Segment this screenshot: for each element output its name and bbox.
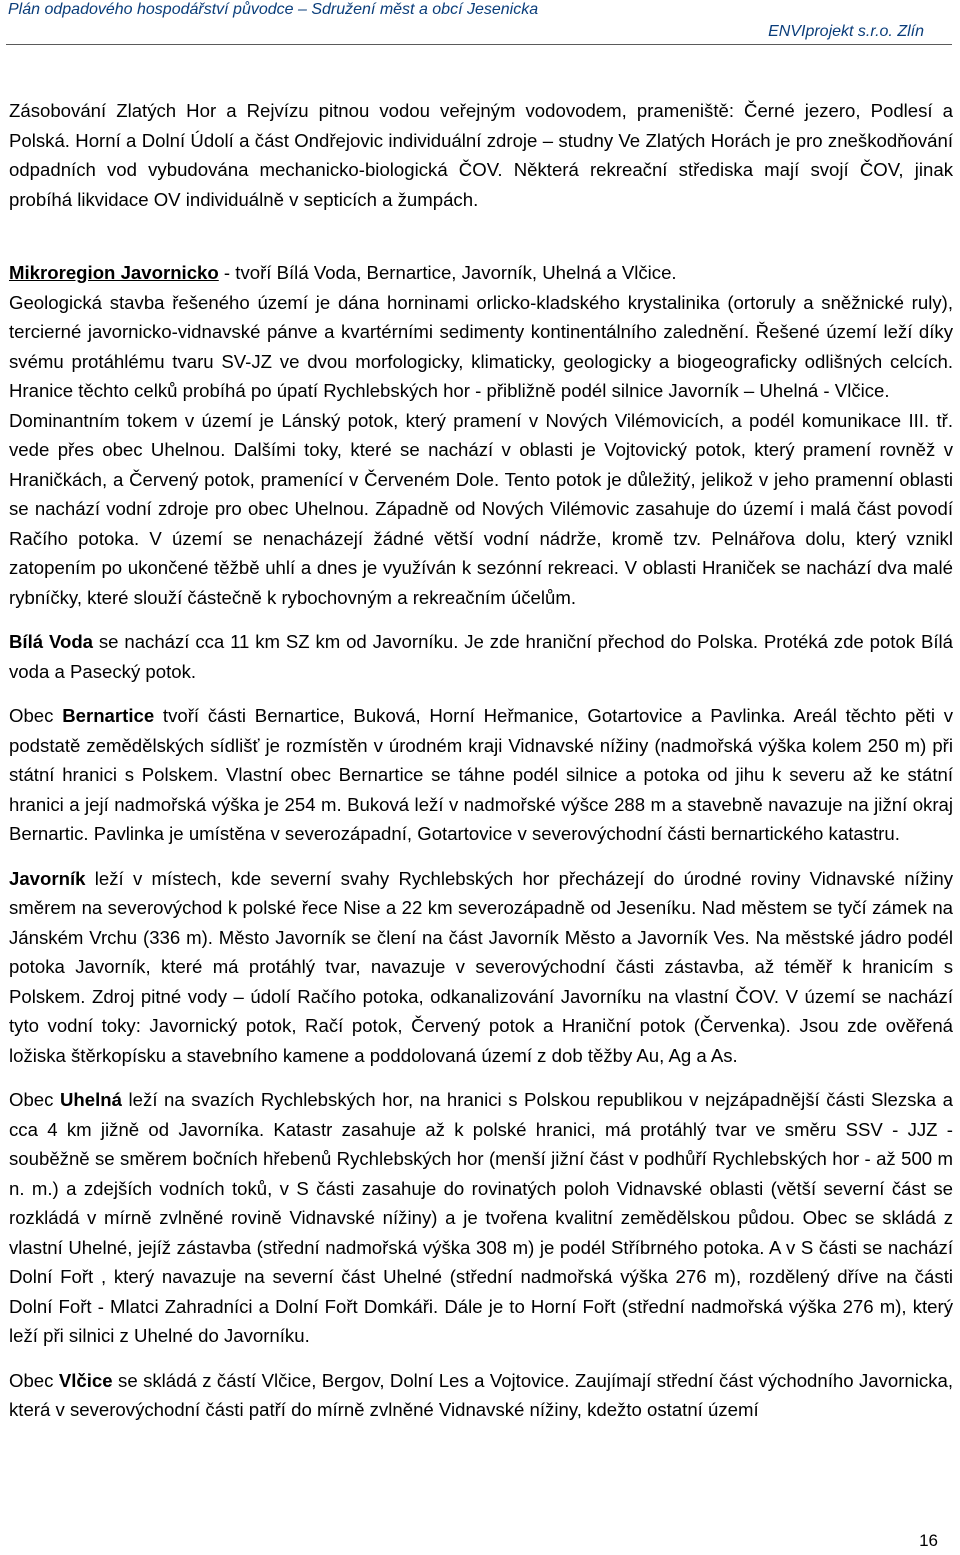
text-prefix: Obec bbox=[9, 1369, 59, 1391]
text-javornik: leží v místech, kde severní svahy Rychlebských hor přecházejí do úrodné roviny Vidnavské nížiny směrem na severovýchod k polské řece Nise a 22 km severozápadně od Jeseníku. Nad městem se tyčí zámek na Jánském Vrchu (336 m). Město Javorník se člení na část Javorník Město a Javorník Ves. Na městské jádro podél potoka Javorník, které má protáhlý tvar, navazuje v severovýchodní části zástavba, až téměř k hranicím s Polskem. Zdroj pitné vody – údolí Račího potoka, odkanalizování Javorníku na vlastní ČOV. V území se nachází tyto vodní toky: Javornický potok, Račí potok, Červený potok a Hraniční potok (Červenka). Jsou zde ověřená ložiska štěrkopísku a stavebního kamene a poddolovaná území z dob těžby Au, Ag a As. bbox=[9, 867, 953, 1066]
text-bernartice: tvoří části Bernartice, Buková, Horní Heřmanice, Gotartovice a Pavlinka. Areál těchto pěti v podstatě zemědělských sídlišť je rozmístěn v úrodném kraji Vidnavské nížiny (nadmořská výška kolem 250 m) při státní hranici s Polskem. Vlastní obec Bernartice se táhne podél silnice a potoka od jihu k severu až ke státní hranici a její nadmořská výška je 254 m. Buková leží v nadmořské výšce 288 m a stavebně navazuje na jižní okraj Bernartic. Pavlinka je umístěna v severozápadní, Gotartovice v severovýchodní části bernartického katastru. bbox=[9, 705, 953, 844]
paragraph-hydrology: Dominantním tokem v území je Lánský potok, který pramení v Nových Vilémovicích, a podél komunikace III. tř. vede přes obec Uhelnou. Dalšími toky, které se nachází v oblasti je Vojtovický potok, který pramení rovněž v Hraničkách, a Červený potok, pramenící v Červeném Dole. Tento potok je důležitý, jelikož v jeho pramenní oblasti se nachází vodní zdroje pro obec Uhelnou. Západně od Nových Vilémovic zasahuje do území i malá část povodí Račího potoka. V území se nenacházejí žádné větší vodní nádrže, kromě tzv. Pelnářova dolu, který vznikl zatopením po ukončené těžbě uhlí a dnes je využíván k sezónní rekreaci. V oblasti Hraniček se nachází dva malé rybníčky, které slouží částečně k rybochovným a rekreačním účelům. bbox=[9, 409, 953, 608]
header-company-name: ENVIprojekt s.r.o. Zlín bbox=[768, 23, 924, 40]
term-uhelna: Uhelná bbox=[60, 1089, 122, 1110]
text-bila-voda: se nachází cca 11 km SZ km od Javorníku. Je zde hraniční přechod do Polska. Protéká zde potok Bílá voda a Pasecký potok. bbox=[9, 631, 953, 682]
text-uhelna: leží na svazích Rychlebských hor, na hranici s Polskou republikou v nejzápadnější části Slezska a cca 4 km jižně od Javorníka. Katastr zasahuje až k polské hranici, má protáhlý tvar ve směru SSV - JJZ - souběžně se směrem bočních hřebenů Rychlebských hor (menší jižní část v podhůří Rychlebských hor - až 500 m n. m.) a zdejších vodních toků, v S části zasahuje do rovinatých poloh Vidnavské oblasti (větší severní část se rozkládá v mírně zvlněné rovině Vidnavské nížiny) a je tvořena kvalitní zemědělskou půdou. Obec se skládá z vlastní Uhelné, jejíž zástavba (střední nadmořská výška 308 m) je podél Stříbrného potoka. A v S části se nachází Dolní Fořt , který navazuje na severní část Uhelné (střední nadmořská výška 276 m), rozdělený dříve na části Dolní Fořt - Mlatci Zahradníci a Dolní Fořt Domkáři. Dále je to Horní Fořt (střední nadmořská výška 276 m), který leží při silnici z Uhelné do Javorníku. bbox=[9, 1089, 954, 1346]
paragraph-bernartice bbox=[9, 701, 953, 849]
paragraph-geology: Geologická stavba řešeného území je dána horninami orlicko-kladského krystalinika (ortoruly a sněžnické ruly), tercierné javornicko-vidnavské pánve a kvartérními sedimenty kontinentálního zalednění. Řešené území leží díky svému protáhlému tvaru SV-JZ ve dvou morfologicky, klimaticky, geologicky a biogeograficky odlišných celcích. Hranice těchto celků probíhá po úpatí Rychlebských hor - přibližně podél silnice Javorník – Uhelná - Vlčice. bbox=[9, 291, 953, 401]
paragraph-uhelna bbox=[9, 1085, 953, 1351]
document-body bbox=[9, 96, 953, 1425]
paragraph-water-supply: Zásobování Zlatých Hor a Rejvízu pitnou vodou veřejným vodovodem, prameniště: Černé jezero, Podlesí a Polská. Horní a Dolní Údolí a část Ondřejovic individuální zdroje – studny Ve Zlatých Horách je pro zneškodňování odpadních vod vybudována mechanicko-biologická ČOV. Některá rekreační střediska mají svojí ČOV, jinak probíhá likvidace OV individuálně v septicích a žumpách. bbox=[9, 100, 953, 210]
page-header bbox=[6, 0, 952, 44]
term-bernartice: Bernartice bbox=[62, 705, 155, 726]
section-heading-mikroregion: Mikroregion Javornicko bbox=[9, 262, 219, 283]
term-bila-voda: Bílá Voda bbox=[9, 631, 94, 652]
section-heading-rest: - tvoří Bílá Voda, Bernartice, Javorník, Uhelná a Vlčice. bbox=[218, 262, 677, 283]
paragraph-javornik bbox=[9, 864, 953, 1071]
text-prefix: Obec bbox=[9, 705, 63, 726]
header-divider bbox=[6, 44, 952, 45]
page-number: 16 bbox=[919, 1531, 938, 1550]
term-vlcice: Vlčice bbox=[58, 1369, 113, 1391]
text-prefix: Obec bbox=[9, 1089, 60, 1110]
text-vlcice: se skládá z částí Vlčice, Bergov, Dolní Les a Vojtovice. Zaujímají střední část východního Javornicka, která v severovýchodní části patří do mírně zvlněné Vidnavské nížiny, kdežto ostatní území bbox=[9, 1369, 954, 1420]
paragraph-mikroregion-intro bbox=[9, 258, 953, 288]
header-document-title: Plán odpadového hospodářství původce – Sdružení měst a obcí Jesenicka bbox=[8, 1, 539, 18]
paragraph-bila-voda bbox=[9, 627, 953, 686]
term-javornik: Javorník bbox=[9, 867, 86, 889]
paragraph-vlcice bbox=[9, 1366, 953, 1425]
